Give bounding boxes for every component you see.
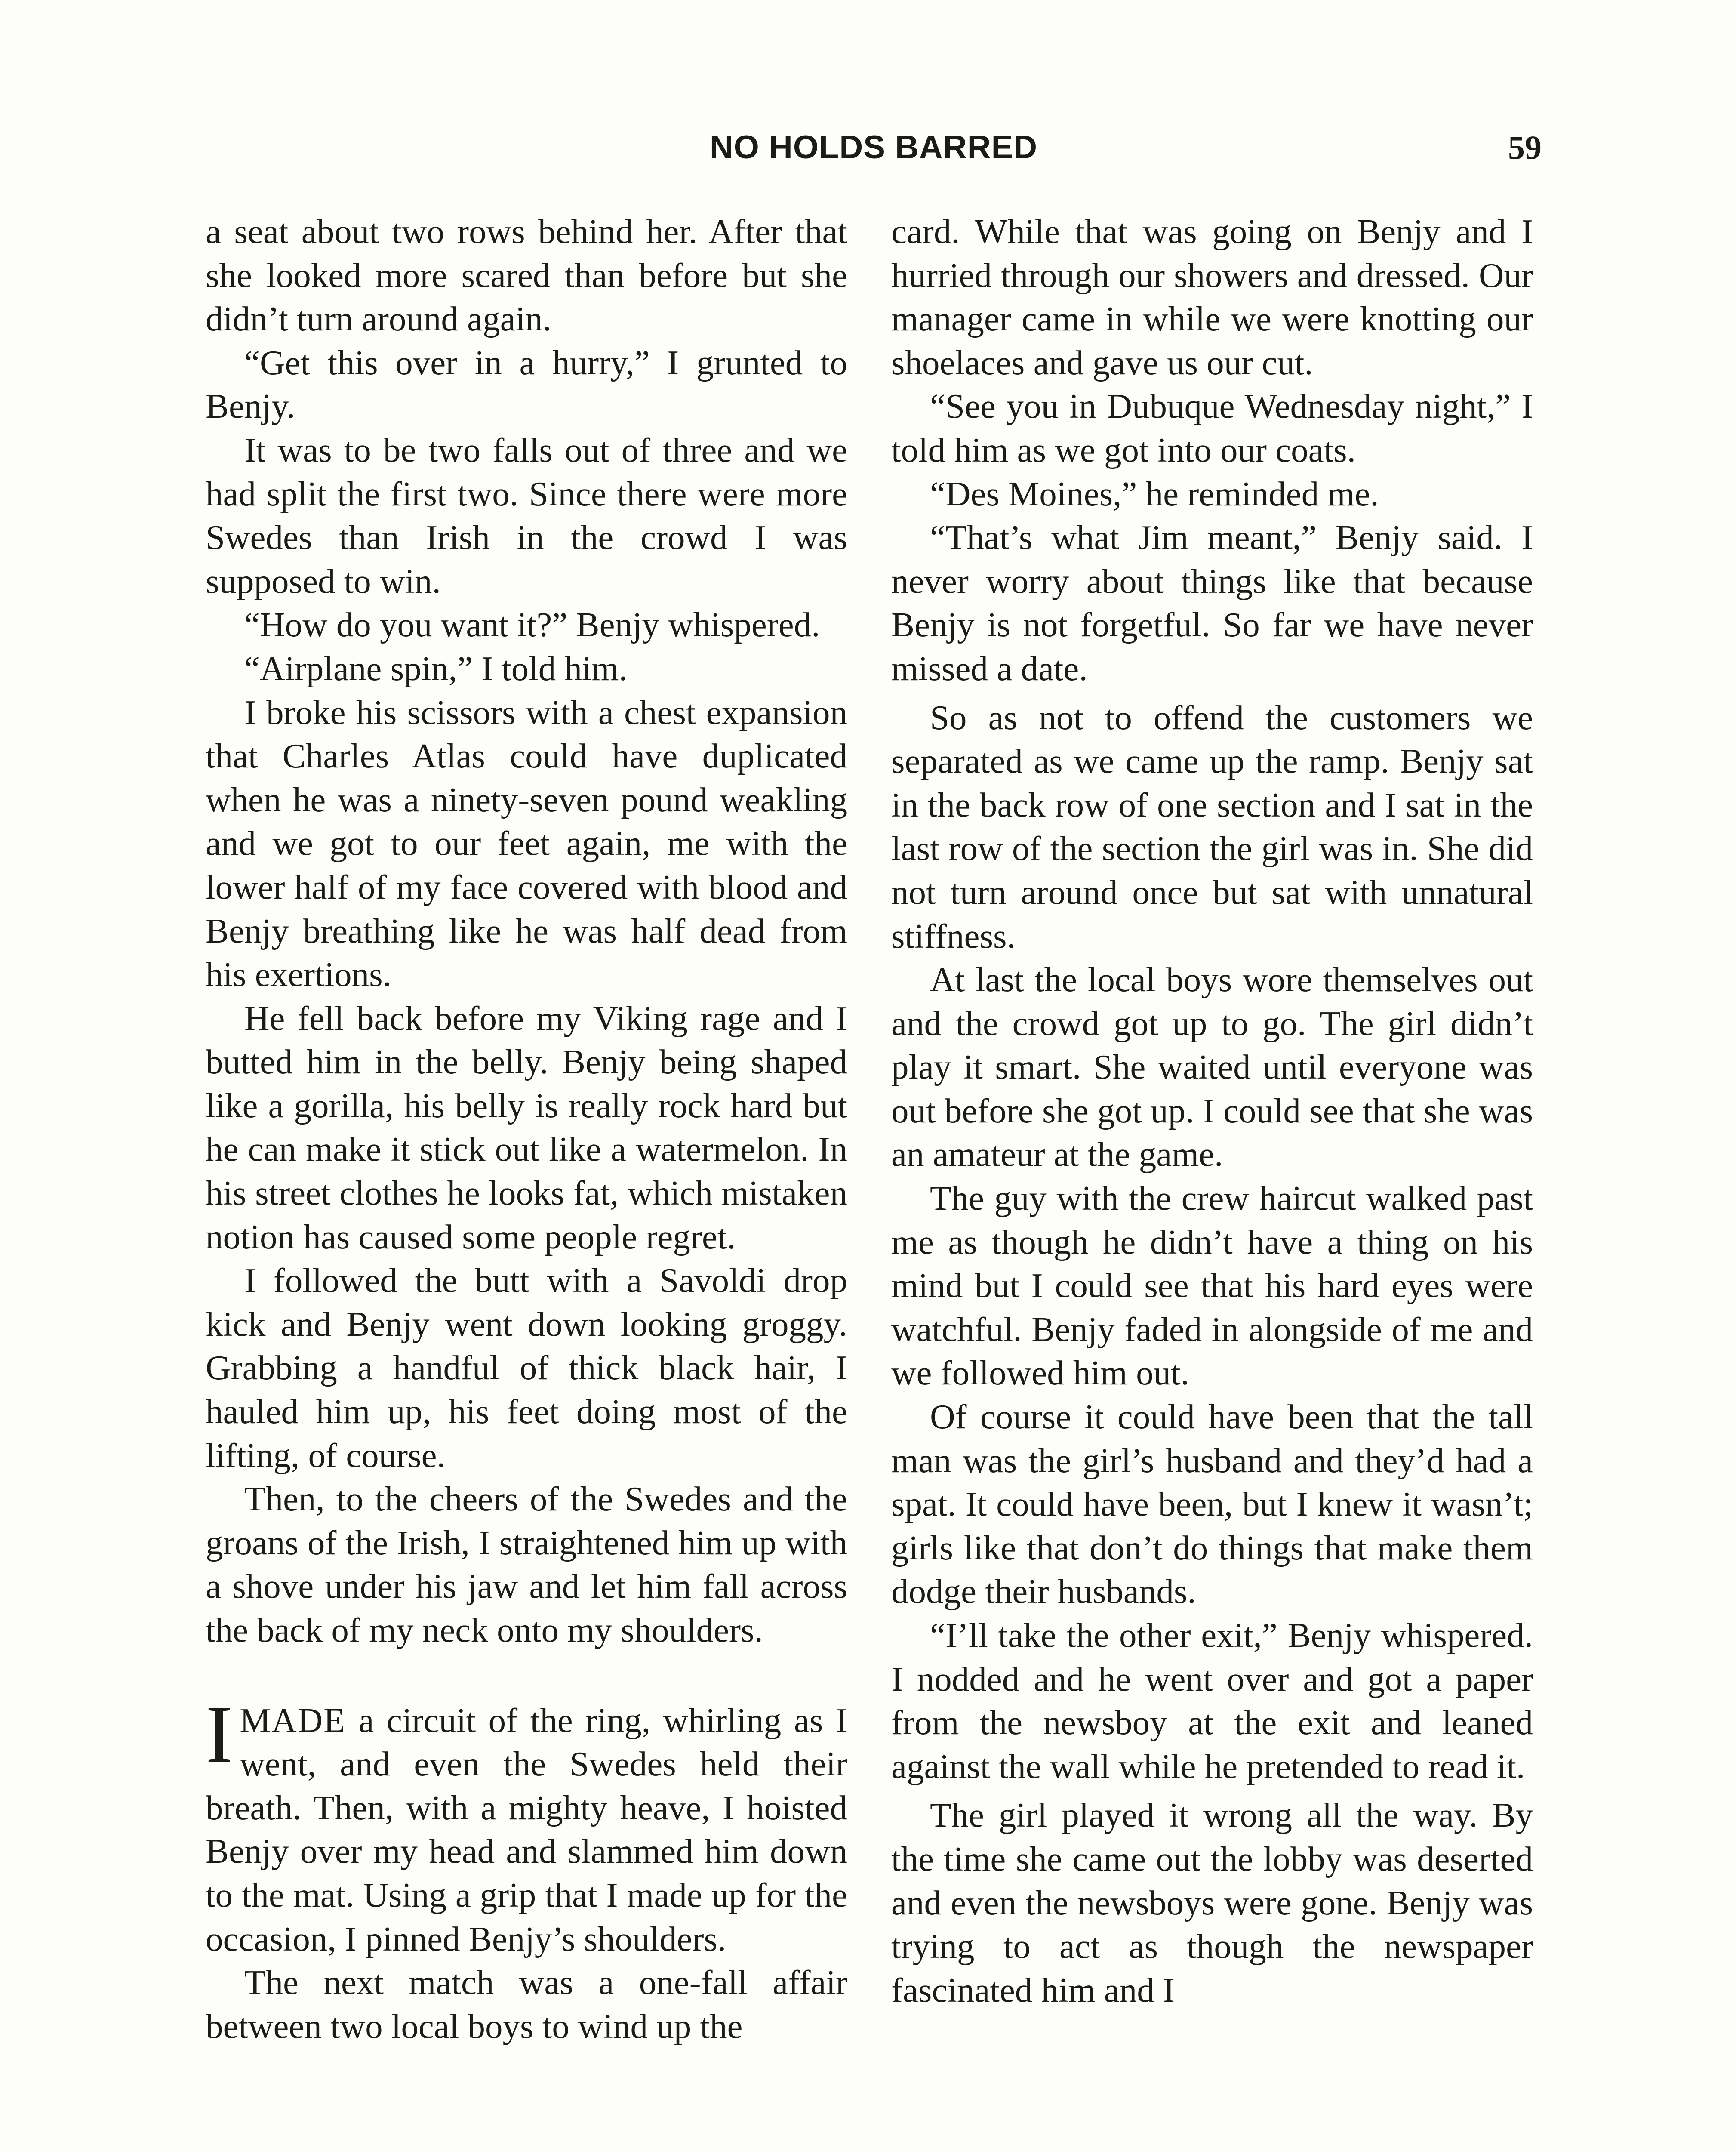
paragraph: “I’ll take the other exit,” Benjy whispered. I nodded and he went over and got a paper from the newsboy at the exit and leaned against the wall while he pretended to read it.: [891, 1616, 1533, 1786]
paragraph: I broke his scissors with a chest expansion that Charles Atlas could have duplicated when he was a ninety-seven pound weakling and we got to our feet again, me with the lower half of my face covered with blood and Benjy breathing like he was half dead from his exertions.: [206, 693, 847, 994]
paragraph: Of course it could have been that the tall man was the girl’s husband and they’d had a spat. It could have been, but I knew it wasn’t; girls like that don’t do things that make them dodge their husbands.: [891, 1397, 1533, 1611]
section-text: a circuit of the ring, whirling as I went, and even the Swedes held their breath. Then, with a mighty heave, I hoisted Benjy over my head and slammed him down to the mat. Using a grip that I made up for the occasion, I pinned Benjy’s shoulders.: [206, 1701, 847, 1958]
page-number: 59: [1508, 129, 1542, 166]
paragraph: It was to be two falls out of three and we had split the first two. Since there were more Swedes than Irish in the crowd I was supposed to win.: [206, 430, 847, 601]
left-column: [206, 210, 847, 2048]
paragraph: “Get this over in a hurry,” I grunted to Benjy.: [206, 343, 847, 426]
paragraph: So as not to offend the customers we separated as we came up the ramp. Benjy sat in the back row of one section and I sat in the last row of the section the girl was in. She did not turn around once but sat with unnatural stiffness.: [891, 698, 1533, 955]
paragraph: “How do you want it?” Benjy whispered.: [244, 605, 820, 644]
paragraph: The next match was a one-fall affair between two local boys to wind up the: [206, 1963, 847, 2046]
page-title: NO HOLDS BARRED: [709, 129, 1038, 166]
paragraph: The guy with the crew haircut walked past me as though he didn’t have a thing on his mind but I could see that his hard eyes were watchful. Benjy faded in alongside of me and we followed him out.: [891, 1179, 1533, 1393]
paragraph: I followed the butt with a Savoldi drop kick and Benjy went down looking groggy. Grabbing a handful of thick black hair, I hauled him up, his feet doing most of the lifting, of course.: [206, 1261, 847, 1475]
paragraph: card. While that was going on Benjy and I hurried through our showers and dressed. Our manager came in while we were knotting our shoelaces and gave us our cut.: [891, 212, 1533, 382]
right-column: [891, 210, 1533, 2012]
paragraph: “Airplane spin,” I told him.: [244, 649, 628, 688]
paragraph: At last the local boys wore themselves out and the crowd got up to go. The girl didn’t play it smart. She waited until everyone was out before she got up. I could see that she was an amateur at the game.: [891, 960, 1533, 1174]
running-header: [206, 124, 1542, 171]
paragraph: “That’s what Jim meant,” Benjy said. I never worry about things like that because Benjy is not forgetful. So far we have never missed a date.: [891, 518, 1533, 688]
section-opening-paragraph: [206, 1689, 847, 1961]
lead-in-text: MADE: [240, 1701, 346, 1740]
drop-cap: I: [206, 1689, 233, 1780]
paragraph: “Des Moines,” he reminded me.: [930, 474, 1379, 513]
paragraph: The girl played it wrong all the way. By the time she came out the lobby was deserted and even the newsboys were gone. Benjy was trying to act as though the newspaper fascinated him and I: [891, 1796, 1533, 2009]
paragraph: Then, to the cheers of the Swedes and the groans of the Irish, I straightened him up with a shove under his jaw and let him fall across the back of my neck onto my shoulders.: [206, 1479, 847, 1649]
paragraph: a seat about two rows behind her. After that she looked more scared than before but she didn’t turn around again.: [206, 212, 847, 339]
paragraph: He fell back before my Viking rage and I butted him in the belly. Benjy being shaped like a gorilla, his belly is really rock hard but he can make it stick out like a watermelon. In his street clothes he looks fat, which mistaken notion has caused some people regret.: [206, 998, 847, 1256]
paragraph: “See you in Dubuque Wednesday night,” I told him as we got into our coats.: [891, 387, 1533, 469]
